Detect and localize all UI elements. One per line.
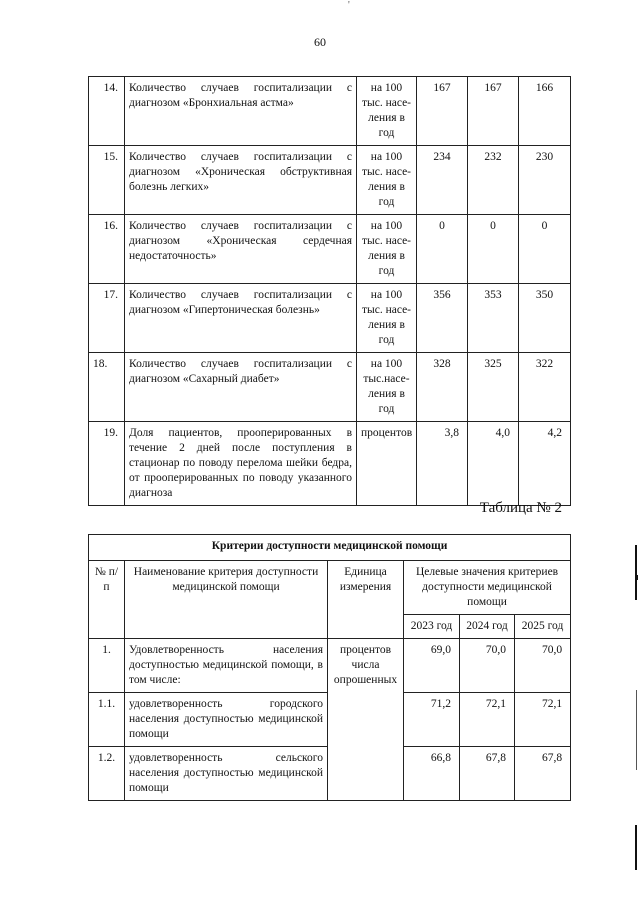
row-number: 16. [89,215,125,284]
value-2025: 4,2 [519,422,571,506]
hospitalization-criteria-table [88,76,571,506]
table-header-row [89,561,571,615]
value-2025: 230 [519,146,571,215]
value-2025: 70,0 [515,639,571,693]
header-target-values: Целевые значения критериев доступности медицинской помощи [404,561,571,615]
scan-mark: ' [348,0,350,11]
criterion-name: Количество случаев госпитализации с диагнозом «Хроническая сердечная недостаточность» [125,215,357,284]
criterion-name: Количество случаев госпитализации с диагнозом «Хроническая обструктивная болезнь легких» [125,146,357,215]
row-number: 19. [89,422,125,506]
criterion-name: удовлетворенность сельского населения доступностью медицинской помощи [125,747,328,801]
table-row [89,639,571,693]
row-number: 1. [89,639,125,693]
value-2025: 72,1 [515,693,571,747]
table-title-row [89,535,571,561]
value-2025: 350 [519,284,571,353]
header-year-2023: 2023 год [404,615,460,639]
value-2024: 325 [468,353,519,422]
row-number: 17. [89,284,125,353]
value-2024: 353 [468,284,519,353]
criterion-name: Удовлетворенность населения доступностью медицинской помощи, в том числе: [125,639,328,693]
header-criterion: Наименование критерия доступности медицинской помощи [125,561,328,639]
page-number: 60 [314,35,326,49]
criterion-name: Количество случаев госпитализации с диагнозом «Бронхиальная астма» [125,77,357,146]
unit-cell: на 100 тыс. насе-ления в год [357,284,417,353]
value-2023: 328 [417,353,468,422]
unit-cell: на 100 тыс. насе-ления в год [357,77,417,146]
value-2025: 166 [519,77,571,146]
value-2023: 66,8 [404,747,460,801]
value-2024: 70,0 [460,639,515,693]
unit-cell: на 100 тыс. насе-ления в год [357,215,417,284]
value-2023: 71,2 [404,693,460,747]
scan-edge-mark [635,825,637,870]
value-2024: 4,0 [468,422,519,506]
table-row [89,353,571,422]
criterion-name: Количество случаев госпитализации с диагнозом «Сахарный диабет» [125,353,357,422]
unit-cell: на 100 тыс.насе-ления в год [357,353,417,422]
scan-edge-mark [635,545,637,600]
table-caption: Таблица № 2 [479,500,562,516]
scan-edge-mark [636,690,637,770]
value-2023: 356 [417,284,468,353]
table-row [89,77,571,146]
header-year-2025: 2025 год [515,615,571,639]
value-2024: 167 [468,77,519,146]
header-year-2024: 2024 год [460,615,515,639]
row-number: 18. [89,353,125,422]
table-row [89,422,571,506]
value-2023: 0 [417,215,468,284]
unit-cell: процентов [357,422,417,506]
row-number: 15. [89,146,125,215]
row-number: 14. [89,77,125,146]
value-2023: 167 [417,77,468,146]
unit-cell: на 100 тыс. насе-ления в год [357,146,417,215]
value-2024: 0 [468,215,519,284]
criterion-name: Количество случаев госпитализации с диагнозом «Гипертоническая болезнь» [125,284,357,353]
value-2024: 232 [468,146,519,215]
value-2024: 72,1 [460,693,515,747]
criterion-name: удовлетворенность городского населения доступностью медицинской помощи [125,693,328,747]
value-2024: 67,8 [460,747,515,801]
row-number: 1.2. [89,747,125,801]
value-2023: 234 [417,146,468,215]
value-2023: 3,8 [417,422,468,506]
header-unit: Единица измерения [328,561,404,639]
header-number: № п/п [89,561,125,639]
value-2025: 0 [519,215,571,284]
criterion-name: Доля пациентов, прооперированных в течение 2 дней после поступления в стационар по поводу перелома шейки бедра, от прооперированных по поводу указанного диагноза [125,422,357,506]
scan-edge-mark [635,575,638,580]
row-number: 1.1. [89,693,125,747]
table-row [89,284,571,353]
value-2025: 322 [519,353,571,422]
table-row [89,146,571,215]
accessibility-criteria-table [88,534,571,801]
value-2023: 69,0 [404,639,460,693]
value-2025: 67,8 [515,747,571,801]
table-row [89,215,571,284]
unit-cell: процентов числа опрошенных [328,639,404,801]
table-title: Критерии доступности медицинской помощи [89,535,571,561]
